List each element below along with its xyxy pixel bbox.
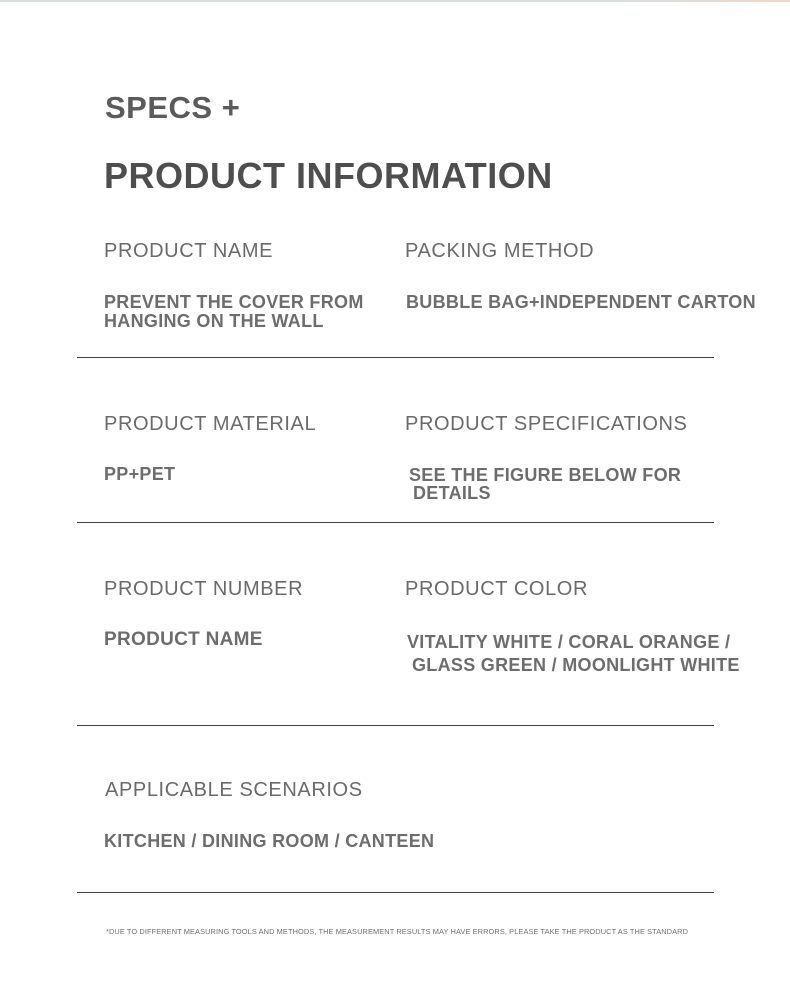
applicable-scenarios-value: KITCHEN / DINING ROOM / CANTEEN xyxy=(104,831,435,851)
product-name-value-line1: PREVENT THE COVER FROM xyxy=(104,292,364,312)
product-number-value: PRODUCT NAME xyxy=(104,629,263,650)
measurement-disclaimer: *DUE TO DIFFERENT MEASURING TOOLS AND METHODS, THE MEASUREMENT RESULTS MAY HAVE ERRORS, PLEASE TAKE THE PRODUCT AS THE STANDARD xyxy=(106,927,689,936)
section-kicker: SPECS + xyxy=(105,90,241,125)
product-name-value-line2: HANGING ON THE WALL xyxy=(104,311,324,331)
packing-method-label: PACKING METHOD xyxy=(405,240,595,262)
product-material-value: PP+PET xyxy=(104,464,176,484)
packing-method-value: BUBBLE BAG+INDEPENDENT CARTON xyxy=(406,292,756,312)
applicable-scenarios-label: APPLICABLE SCENARIOS xyxy=(105,779,363,801)
product-color-label: PRODUCT COLOR xyxy=(405,578,589,600)
divider xyxy=(77,892,714,893)
product-color-value-line2: GLASS GREEN / MOONLIGHT WHITE xyxy=(412,655,740,675)
divider xyxy=(77,522,714,523)
product-specifications-label: PRODUCT SPECIFICATIONS xyxy=(405,413,688,435)
divider xyxy=(77,725,714,726)
product-specifications-value-line1: SEE THE FIGURE BELOW FOR xyxy=(409,465,682,485)
product-name-label: PRODUCT NAME xyxy=(104,240,274,262)
product-color-value-line1: VITALITY WHITE / CORAL ORANGE / xyxy=(407,632,731,652)
page-title: PRODUCT INFORMATION xyxy=(104,155,553,196)
divider xyxy=(77,357,714,358)
top-border xyxy=(0,0,790,2)
product-specifications-value-line2: DETAILS xyxy=(413,483,491,503)
product-material-label: PRODUCT MATERIAL xyxy=(104,413,317,435)
product-number-label: PRODUCT NUMBER xyxy=(104,578,304,600)
